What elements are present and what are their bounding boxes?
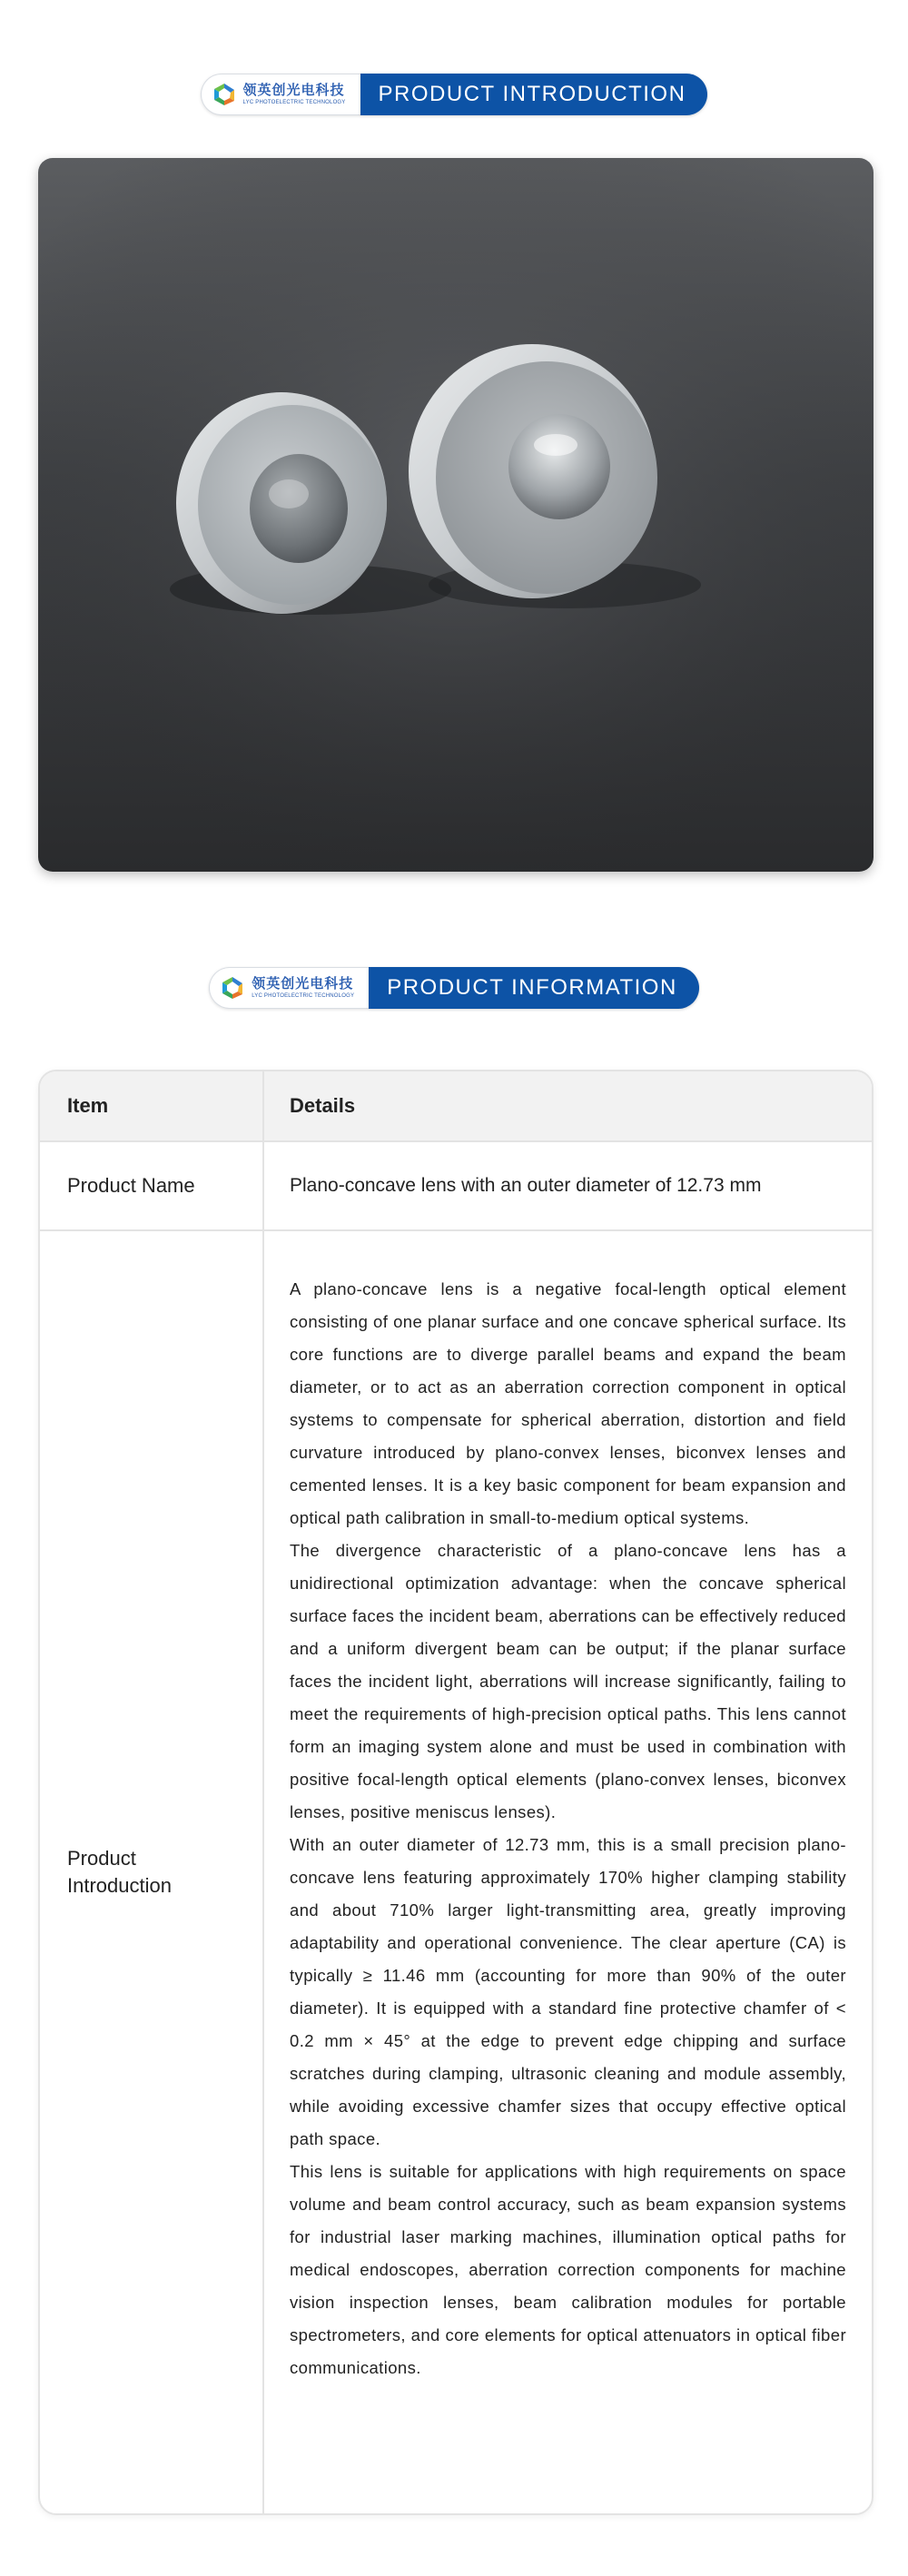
header-details: Details [290,1094,356,1117]
intro-paragraph: This lens is suitable for applications with high requirements on space volume and beam control accuracy, such as beam expansion systems for industrial laser marking machines, illumination optical paths for medical endoscopes, aberration correction components for machine vision inspection lenses, beam calibration modules for portable spectrometers, and core elements for optical attenuators in optical fiber communications. [290,2162,846,2377]
table-header-row [40,1071,872,1142]
row-value-product-introduction [264,1231,872,2513]
brand-name-cn: 领英创光电科技 [242,82,345,98]
header-item: Item [40,1071,264,1140]
product-info-table [38,1070,873,2515]
row-label-product-introduction: Product Introduction [40,1231,264,2513]
product-photo [38,158,873,872]
section-title: PRODUCT INTRODUCTION [360,74,708,115]
section-badge [209,967,699,1009]
intro-paragraph: The divergence characteristic of a plano-concave lens has a unidirectional optimization advantage: when the concave spherical surface faces the incident beam, aberrations can be effectively reduced and a uniform divergent beam can be output; if the planar surface faces the incident light, aberrations will increase significantly, failing to meet the requirements of high-precision optical paths. This lens cannot form an imaging system alone and must be used in combination with positive focal-length optical elements (plano-convex lenses, biconvex lenses, positive meniscus lenses). [290,1541,846,1821]
table-row [40,1142,872,1231]
intro-paragraph: A plano-concave lens is a negative focal-length optical element consisting of one planar surface and one concave spherical surface. Its core functions are to diverge parallel beams and expand the beam diameter, or to act as an aberration correction component in optical systems to compensate for spherical aberration, distortion and field curvature introduced by plano-convex lenses, biconvex lenses and cemented lenses. It is a key basic component for beam expansion and optical path calibration in small-to-medium optical systems. [290,1279,846,1527]
brand-name-en: LYC PHOTOELECTRIC TECHNOLOGY [242,100,346,105]
brand-logo-icon [219,974,246,1002]
brand-logo [209,967,369,1009]
row-label-product-name: Product Name [40,1142,264,1229]
brand-logo-icon [211,81,238,108]
row-value-product-name: Plano-concave lens with an outer diameter of 12.73 mm [290,1175,762,1196]
brand-name-cn: 领英创光电科技 [252,975,354,992]
section-badge [201,74,708,115]
product-information-header [0,964,908,1012]
lens-photo-illustration [38,158,873,872]
intro-paragraph: With an outer diameter of 12.73 mm, this is a small precision plano-concave lens featuring approximately 170% higher clamping stability and about 710% larger light-transmitting area, greatly improving adaptability and operational convenience. The clear aperture (CA) is typically ≥ 11.46 mm (accounting for more than 90% of the outer diameter). It is equipped with a standard fine protective chamfer of < 0.2 mm × 45° at the edge to prevent edge chipping and surface scratches during clamping, ultrasonic cleaning and module assembly, while avoiding excessive chamfer sizes that occupy effective optical path space. [290,1835,846,2148]
product-introduction-header [0,71,908,118]
brand-name-en: LYC PHOTOELECTRIC TECHNOLOGY [252,993,355,999]
section-title: PRODUCT INFORMATION [369,967,699,1009]
brand-logo [201,74,360,115]
table-row [40,1231,872,2513]
